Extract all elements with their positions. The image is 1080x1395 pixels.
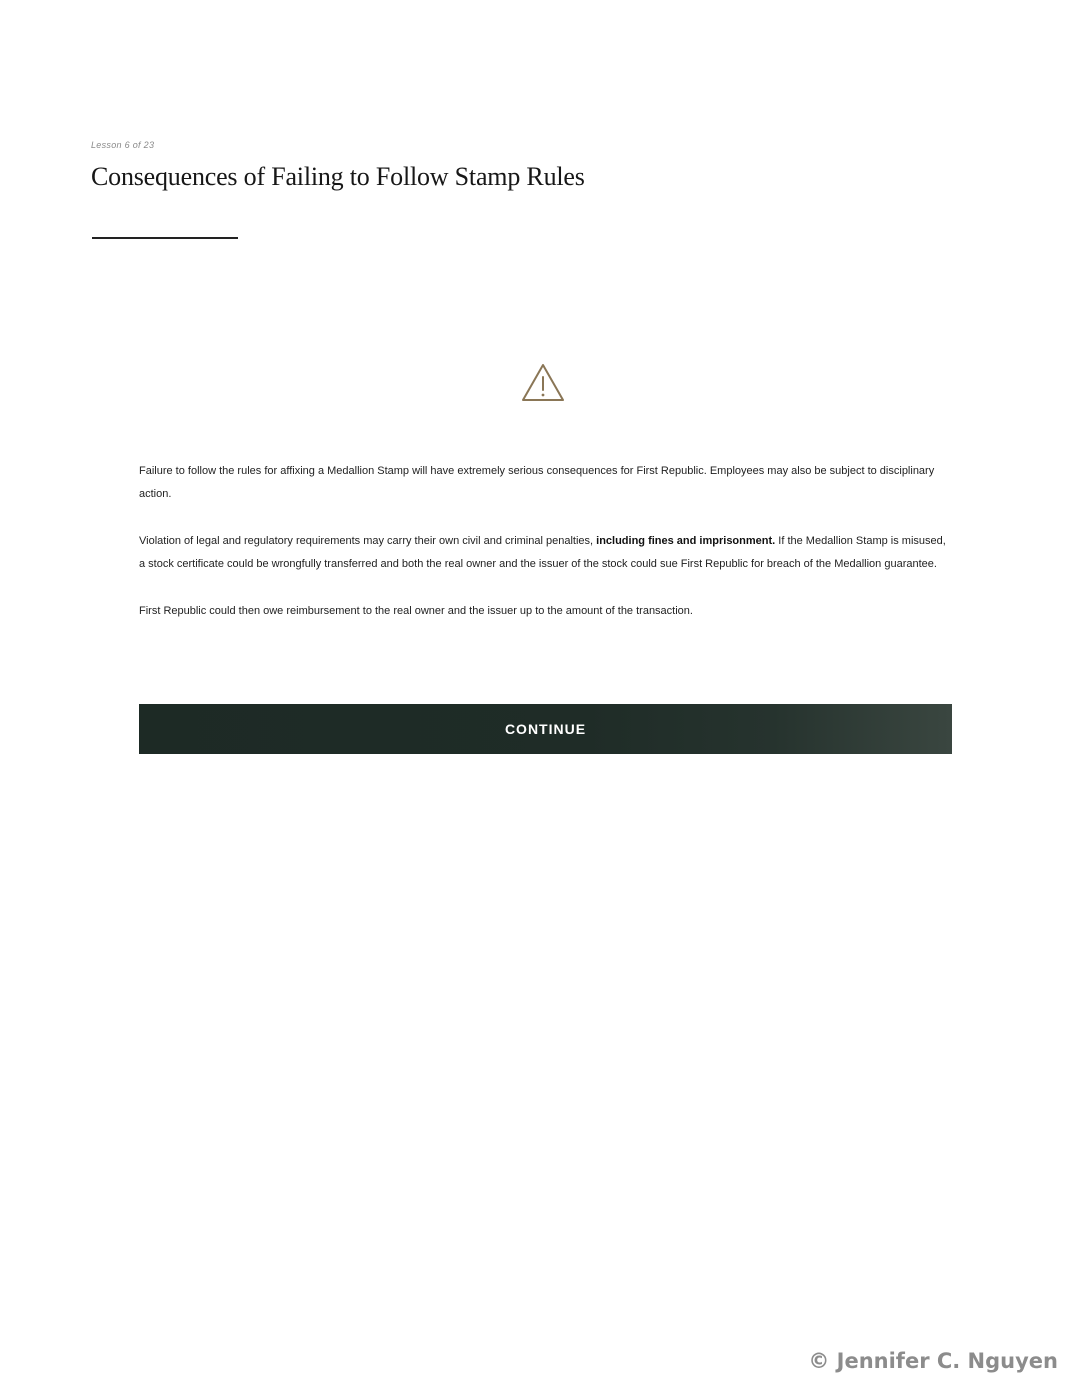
lesson-title: Consequences of Failing to Follow Stamp Rules: [91, 162, 585, 191]
paragraph-violations-intro: Violation of legal and regulatory requirements may carry their own civil and criminal penalties,: [139, 535, 597, 547]
paragraph-violations-emphasis: including fines and imprisonment.: [596, 535, 776, 547]
continue-button[interactable]: CONTINUE: [139, 704, 952, 754]
lesson-counter: Lesson 6 of 23: [91, 140, 155, 150]
warning-triangle-icon: [520, 362, 566, 404]
paragraph-violations-detail: If the Medallion Stamp is misused, a stock certificate could be wrongfully transferred and both the real owner and the issuer of the stock could sue First Republic for breach of the Medallion guarantee.: [139, 535, 946, 570]
title-divider: [92, 237, 238, 239]
copyright-watermark: © Jennifer C. Nguyen: [808, 1349, 1058, 1373]
paragraph-consequences: Failure to follow the rules for affixing a Medallion Stamp will have extremely serious consequences for First Republic. Employees may also be subject to disciplinary action.: [139, 465, 935, 500]
paragraph-reimbursement: First Republic could then owe reimbursement to the real owner and the issuer up to the amount of the transaction.: [139, 605, 693, 617]
lesson-content: [139, 460, 954, 647]
paragraph-violations: [139, 530, 954, 576]
